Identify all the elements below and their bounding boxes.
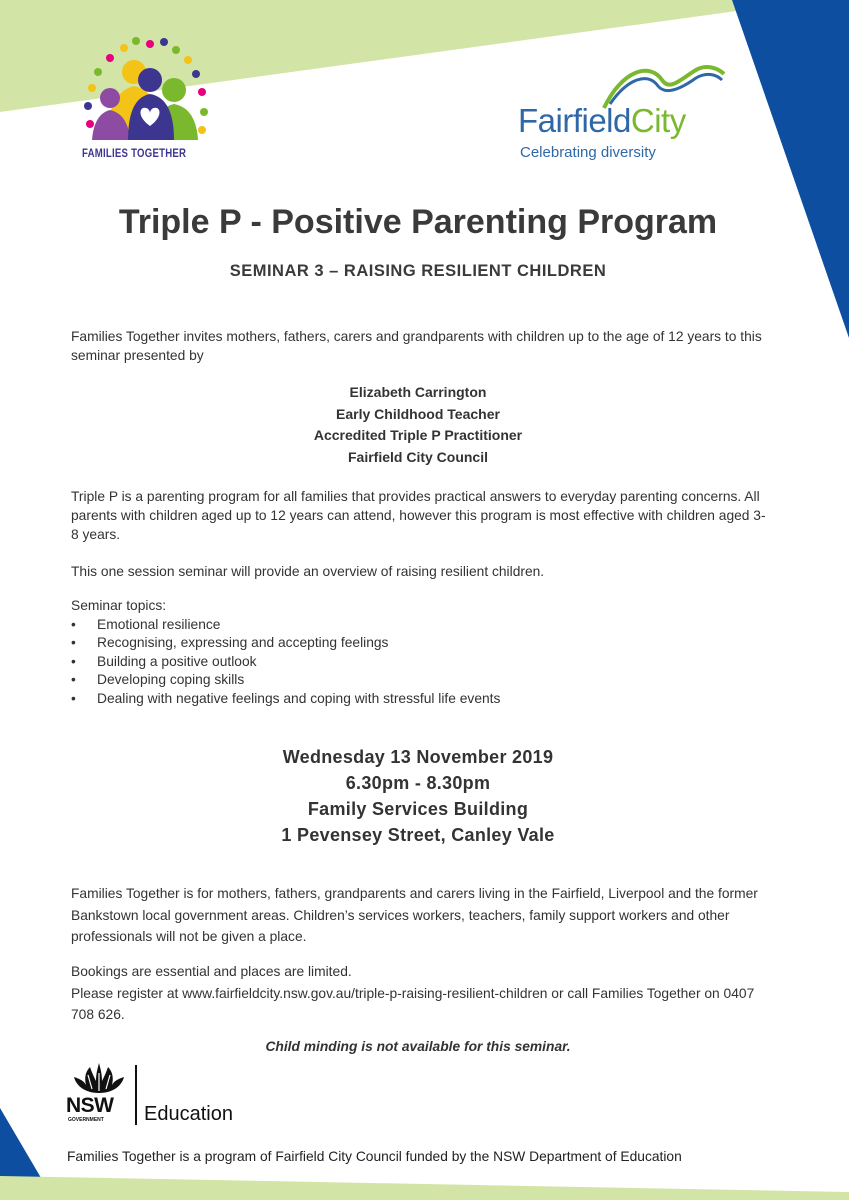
intro-paragraph: Families Together invites mothers, fathers, carers and grandparents with children up to the age of 12 years to this seminar presented by: [71, 329, 762, 363]
topics-heading: Seminar topics:: [71, 598, 167, 613]
event-date: Wednesday 13 November 2019: [282, 747, 554, 767]
eligibility-paragraph: Families Together is for mothers, fathers, grandparents and carers living in the Fairfield, Liverpool and the former Bankstown local government areas. Children’s services workers, teachers, family support workers and other professionals will not be given a place.: [71, 886, 758, 944]
page-title: Triple P - Positive Parenting Program: [118, 203, 718, 241]
presenter-block: [0, 382, 836, 468]
footer-text: Families Together is a program of Fairfield City Council funded by the NSW Department of Education: [67, 1149, 682, 1164]
presenter-accreditation: Accredited Triple P Practitioner: [313, 427, 523, 443]
page-subtitle: SEMINAR 3 – RAISING RESILIENT CHILDREN: [229, 262, 607, 280]
bookings-line-2: Please register at www.fairfieldcity.nsw.gov.au/triple-p-raising-resilient-children or call Families Together on 0407 708 626.: [71, 985, 755, 1022]
top-right-blue-band: [732, 0, 849, 338]
fairfield-city-wordmark: [518, 102, 686, 140]
bookings-block: [71, 961, 771, 1026]
presenter-organisation: Fairfield City Council: [347, 448, 488, 465]
list-item: • Dealing with negative feelings and coping with stressful life events: [71, 690, 771, 709]
fairfield-tagline: Celebrating diversity: [520, 144, 656, 161]
topics-list: [71, 616, 771, 709]
fairfield-word: Fairfield: [518, 102, 631, 139]
bookings-line-1: Bookings are essential and places are limited.: [71, 964, 352, 979]
child-minding-note: Child minding is not available for this seminar.: [265, 1039, 571, 1054]
presenter-role: Early Childhood Teacher: [336, 405, 500, 422]
nsw-government-text: GOVERNMENT: [68, 1117, 104, 1123]
event-venue: Family Services Building: [307, 799, 529, 819]
event-address: 1 Pevensey Street, Canley Vale: [281, 825, 555, 845]
event-time: 6.30pm - 8.30pm: [345, 773, 491, 793]
waratah-icon: [70, 1063, 128, 1095]
nsw-education-logo: [66, 1063, 266, 1127]
list-item: • Developing coping skills: [71, 671, 771, 690]
families-together-wordmark: FAMILIES TOGETHER: [82, 146, 187, 160]
seminar-topics: [71, 597, 771, 709]
event-details: [0, 744, 836, 848]
list-item: • Emotional resilience: [71, 616, 771, 635]
presenter-name: Elizabeth Carrington: [349, 384, 487, 400]
families-together-figures-icon: [76, 36, 222, 146]
about-paragraph: Triple P is a parenting program for all families that provides practical answers to everyday parenting concerns. All parents with children aged up to 12 years can attend, however this program is most effective with children aged 3-8 years.: [71, 489, 766, 542]
city-word: City: [630, 102, 686, 139]
list-item: • Building a positive outlook: [71, 653, 771, 672]
list-item: • Recognising, expressing and accepting feelings: [71, 634, 771, 653]
fairfield-city-logo: [516, 64, 731, 168]
nsw-wordmark: NSW: [66, 1094, 114, 1117]
education-wordmark: Education: [144, 1103, 233, 1125]
bottom-green-band: [0, 1176, 849, 1200]
logo-divider: [135, 1065, 137, 1125]
overview-paragraph: This one session seminar will provide an overview of raising resilient children.: [71, 564, 545, 579]
families-together-logo: [76, 36, 222, 170]
